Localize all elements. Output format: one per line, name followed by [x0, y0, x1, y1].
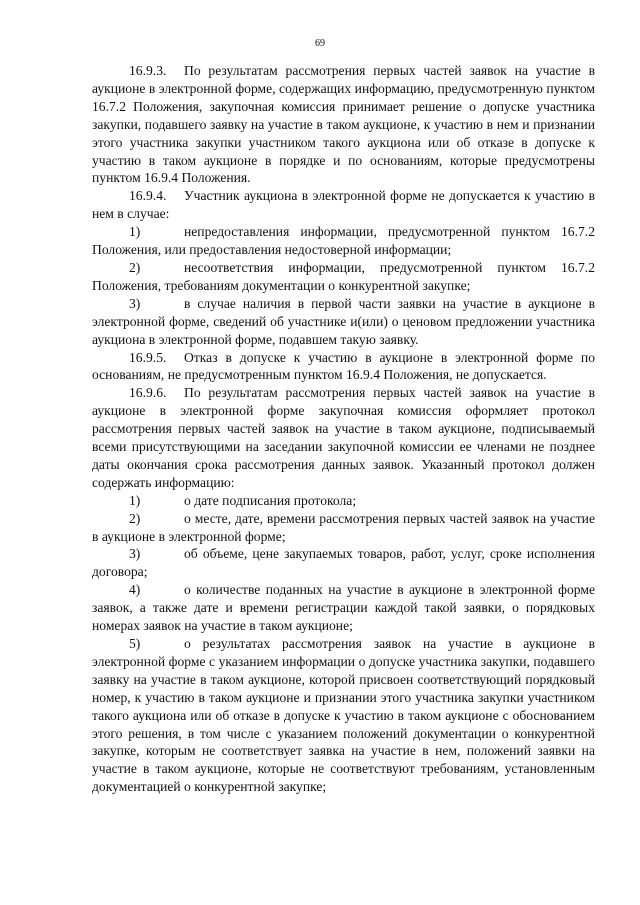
list-item — [92, 510, 595, 546]
list-marker: 3) — [129, 546, 141, 562]
list-item — [92, 545, 595, 581]
paragraph-text: Участник аукциона в электронной форме не допускается к участию в нем в случае: — [92, 188, 595, 222]
clause-number: 16.9.6. — [129, 385, 167, 401]
list-item — [92, 635, 595, 796]
paragraph-16-9-3 — [92, 62, 595, 187]
list-item — [92, 259, 595, 295]
clause-number: 16.9.4. — [129, 188, 167, 204]
paragraph-text: По результатам рассмотрения первых частей заявок на участие в аукционе в электронной форме, содержащих информацию, предусмотренную пунктом 16.7.2 Положения, закупочная комиссия принимает решение о допуске участника закупки, подавшего заявку на участие в таком аукционе, к участию в нем и признании этого участника закупки участником такого аукциона или об отказе в допуске к участию в таком аукционе в порядке и по основаниям, которые предусмотрены пунктом 16.9.4 Положения. — [92, 63, 595, 186]
list-item — [92, 492, 595, 510]
list-item — [92, 295, 595, 349]
list-item-text: о дате подписания протокола; — [184, 492, 357, 508]
list-marker: 1) — [129, 224, 141, 240]
paragraph-16-9-4 — [92, 187, 595, 223]
list-item-text: несоответствия информации, предусмотренной пунктом 16.7.2 Положения, требованиям документации о конкурентной закупке; — [92, 259, 595, 293]
list-item-text: в случае наличия в первой части заявки на участие в аукционе в электронной форме, сведений об участнике и(или) о ценовом предложении участника аукциона в электронной форме, подавшем такую заявку. — [92, 295, 595, 347]
paragraph-16-9-6 — [92, 384, 595, 491]
page-number: 69 — [315, 38, 325, 49]
paragraph-text: Отказ в допуске к участию в аукционе в электронной форме по основаниям, не предусмотренным пунктом 16.9.4 Положения, не допускается. — [92, 349, 595, 383]
list-item-text: о месте, дате, времени рассмотрения первых частей заявок на участие в аукционе в электронной форме; — [92, 510, 595, 544]
list-marker: 5) — [129, 636, 141, 651]
list-item-text: о количестве поданных на участие в аукционе в электронной форме заявок, а также дате и времени регистрации каждой такой заявки, о порядковых номерах заявок на участие в таком аукционе; — [92, 582, 595, 634]
list-item-text: об объеме, цене закупаемых товаров, работ, услуг, сроке исполнения договора; — [92, 546, 595, 580]
paragraph-16-9-5 — [92, 349, 595, 385]
list-marker: 2) — [129, 510, 141, 526]
list-item — [92, 223, 595, 259]
paragraph-text: По результатам рассмотрения первых частей заявок на участие в аукционе в электронной форме закупочная комиссия оформляет протокол рассмотрения первых частей заявок на участие в таком аукционе, подписываемый всеми присутствующими на заседании закупочной комиссии ее членами не позднее даты окончания срока рассмотрения данных заявок. Указанный протокол должен содержать информацию: — [92, 385, 595, 490]
list-item-text: о результатах рассмотрения заявок на участие в аукционе в электронной форме с указанием информации о допуске участника закупки, подавшего заявку на участие в таком аукционе, которой присвоен соответствующий порядковый номер, к участию в таком аукционе и признании этого участника закупки участником такого аукциона или об отказе в допуске к участию в таком аукционе с обоснованием этого решения, в том числе с указанием положений документации о конкурентной закупке, которым не соответствует заявка на участие в нем, положений заявки на участие в таком аукционе, которые не соответствуют требованиям, установленным документацией о конкурентной закупке; — [92, 636, 595, 795]
document-body — [92, 62, 595, 796]
list-marker: 4) — [129, 582, 141, 598]
list-marker: 1) — [129, 492, 141, 508]
clause-number: 16.9.5. — [129, 349, 167, 365]
list-item — [92, 581, 595, 635]
list-marker: 2) — [129, 259, 141, 275]
list-marker: 3) — [129, 295, 141, 311]
clause-number: 16.9.3. — [129, 63, 167, 78]
list-item-text: непредоставления информации, предусмотренной пунктом 16.7.2 Положения, или предоставления недостоверной информации; — [92, 224, 595, 258]
